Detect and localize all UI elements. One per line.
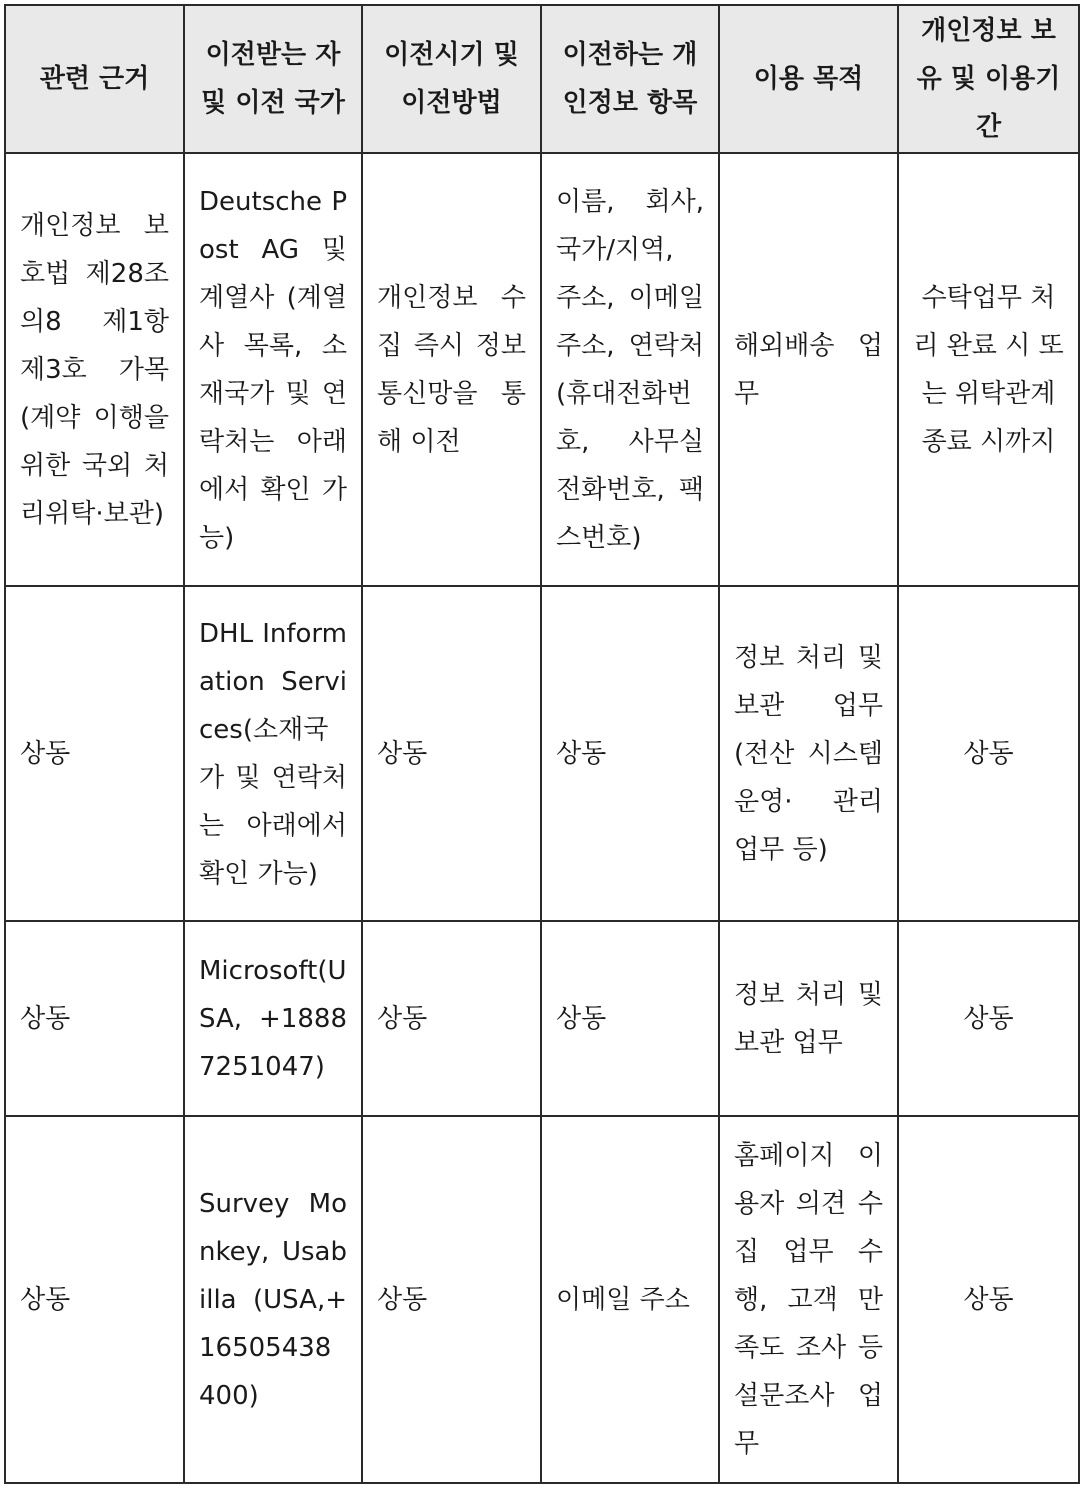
header-purpose: 이용 목적 xyxy=(719,5,898,153)
table-row xyxy=(5,153,1079,586)
cell-legal-basis: 상동 xyxy=(5,921,184,1116)
header-legal-basis: 관련 근거 xyxy=(5,5,184,153)
cell-legal-basis: 상동 xyxy=(5,586,184,921)
cell-retention: 상동 xyxy=(898,586,1079,921)
cell-purpose: 정보 처리 및 보관 업무 (전산 시스템 운영· 관리 업무 등) xyxy=(719,586,898,921)
cell-purpose: 해외배송 업무 xyxy=(719,153,898,586)
cell-items: 상동 xyxy=(541,586,719,921)
header-retention-period: 개인정보 보유 및 이용기간 xyxy=(898,5,1079,153)
cell-recipient: Deutsche Post AG 및 계열사 (계열사 목록, 소재국가 및 연락처는 아래에서 확인 가능) xyxy=(184,153,362,586)
header-transferred-items: 이전하는 개인정보 항목 xyxy=(541,5,719,153)
cell-timing: 개인정보 수집 즉시 정보통신망을 통해 이전 xyxy=(362,153,541,586)
table-header-row xyxy=(5,5,1079,153)
cell-recipient: Survey Monkey, Usabilla (USA,+16505438400) xyxy=(184,1116,362,1483)
cell-purpose: 정보 처리 및 보관 업무 xyxy=(719,921,898,1116)
cell-items: 이메일 주소 xyxy=(541,1116,719,1483)
cell-retention: 상동 xyxy=(898,921,1079,1116)
cell-items: 상동 xyxy=(541,921,719,1116)
header-recipient-country: 이전받는 자 및 이전 국가 xyxy=(184,5,362,153)
table-row xyxy=(5,1116,1079,1483)
table-row xyxy=(5,586,1079,921)
cell-legal-basis: 개인정보 보호법 제28조의8 제1항 제3호 가목(계약 이행을 위한 국외 처리위탁·보관) xyxy=(5,153,184,586)
cell-timing: 상동 xyxy=(362,586,541,921)
cell-retention: 수탁업무 처리 완료 시 또는 위탁관계 종료 시까지 xyxy=(898,153,1079,586)
cell-legal-basis: 상동 xyxy=(5,1116,184,1483)
data-transfer-table xyxy=(4,4,1080,1484)
cell-timing: 상동 xyxy=(362,921,541,1116)
cell-recipient: DHL Information Services(소재국가 및 연락처는 아래에서 확인 가능) xyxy=(184,586,362,921)
cell-items: 이름, 회사, 국가/지역, 주소, 이메일주소, 연락처(휴대전화번호, 사무실 전화번호, 팩스번호) xyxy=(541,153,719,586)
cell-retention: 상동 xyxy=(898,1116,1079,1483)
header-transfer-timing-method: 이전시기 및 이전방법 xyxy=(362,5,541,153)
cell-timing: 상동 xyxy=(362,1116,541,1483)
cell-recipient: Microsoft(USA, +18887251047) xyxy=(184,921,362,1116)
table-row xyxy=(5,921,1079,1116)
cell-purpose: 홈페이지 이용자 의견 수집 업무 수행, 고객 만족도 조사 등 설문조사 업무 xyxy=(719,1116,898,1483)
